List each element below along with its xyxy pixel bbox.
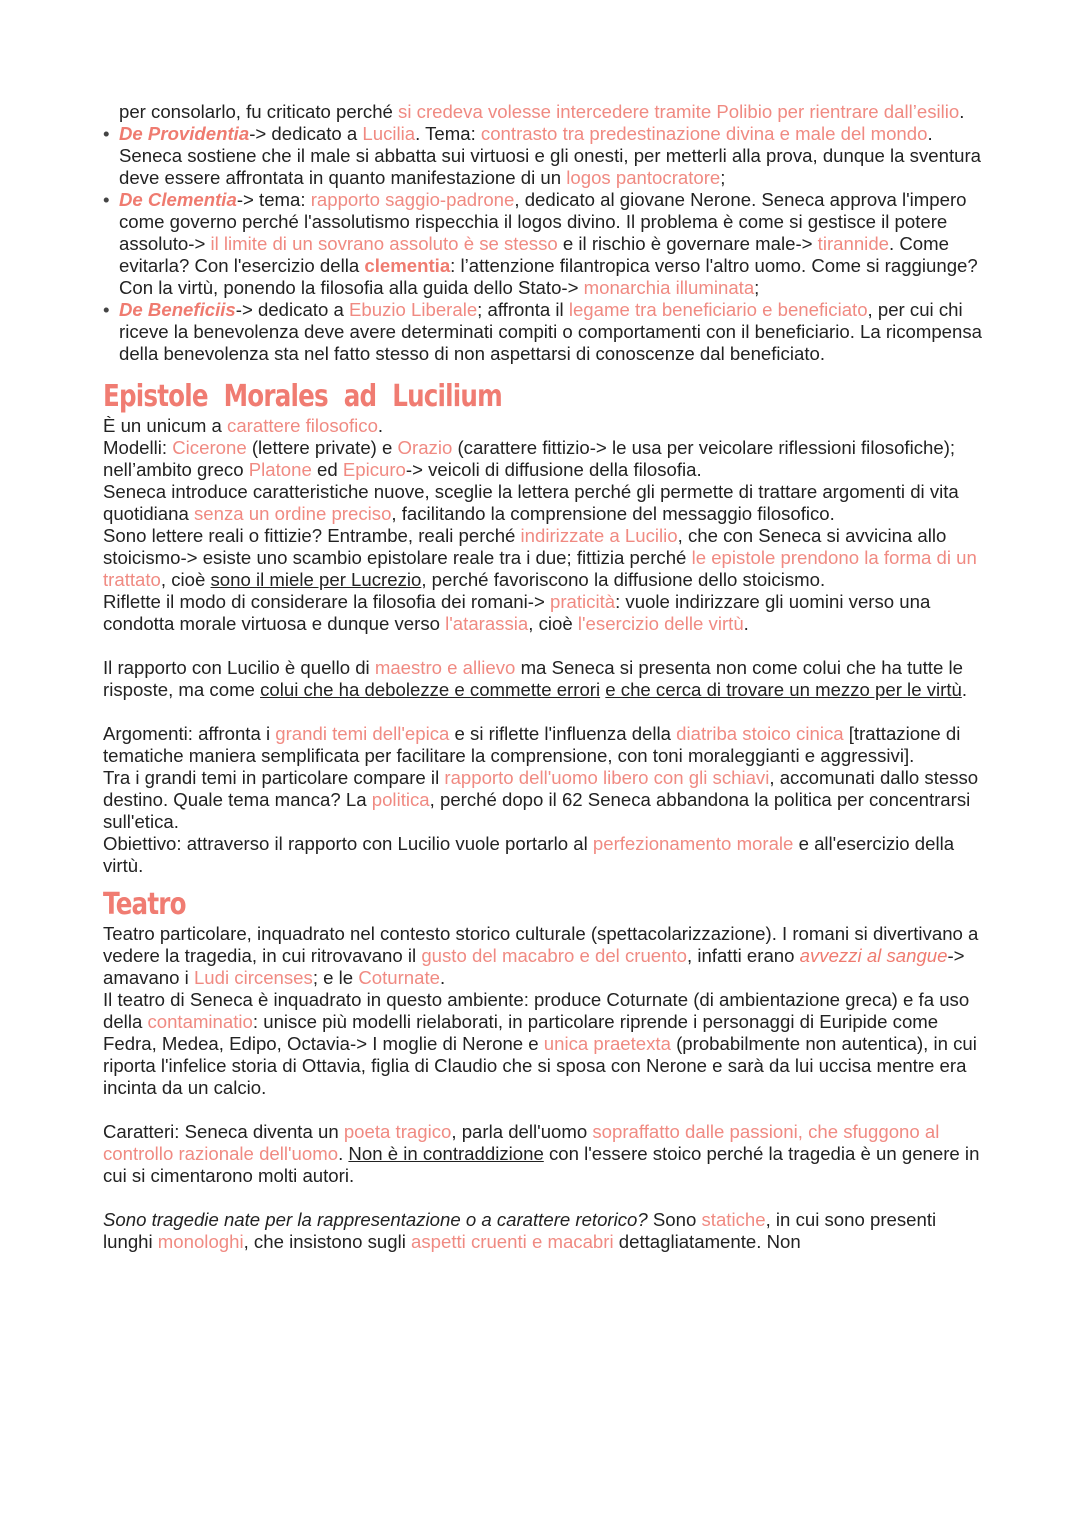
epistole-paragraph: Modelli: Cicerone (lettere private) e Orazio (carattere fittizio-> le usa per veicolare riflessioni filosofiche); nell’ambito greco Platone ed Epicuro-> veicoli di diffusione della filosofia.: [103, 437, 956, 480]
epistole-paragraph: È un unicum a carattere filosofico.: [103, 415, 384, 436]
epistole-paragraph: Tra i grandi temi in particolare compare il rapporto dell'uomo libero con gli schiavi, accomunati dallo stesso destino. Quale tema manca? La politica, perché dopo il 62 Seneca abbandona la politica per concentrarsi sull'etica.: [103, 767, 979, 832]
list-item-de-providentia: • De Providentia-> dedicato a Lucilia. Tema: contrasto tra predestinazione divina e male del mondo. Seneca sostiene che il male si abbatta sui virtuosi e gli onesti, per metterli alla prova, dunque la sventura deve essere affrontata in quanto manifestazione di un logos pantocratore;: [119, 123, 983, 189]
teatro-paragraph: Caratteri: Seneca diventa un poeta tragico, parla dell'uomo sopraffatto dalle passioni, che sfuggono al controllo razionale dell'uomo. Non è in contraddizione con l'essere stoico perché la tragedia è un genere in cui si cimentarono molti autori.: [103, 1121, 980, 1186]
epistole-paragraph: Il rapporto con Lucilio è quello di maestro e allievo ma Seneca si presenta non come colui che ha tutte le risposte, ma come colui che ha debolezze e commette errori e che cerca di trovare un mezzo per le virtù.: [103, 657, 967, 700]
teatro-paragraph: Il teatro di Seneca è inquadrato in questo ambiente: produce Coturnate (di ambientazione greca) e fa uso della contaminatio: unisce più modelli rielaborati, in particolare riprende i personaggi di Euripide come Fedra, Medea, Edipo, Octavia-> I moglie di Nerone e unica praetexta (probabilmente non autentica), in cui riporta l'infelice storia di Ottavia, figlia di Claudio che si sposa con Nerone e sarà da lui uccisa mentre era incinta da un calcio.: [103, 989, 977, 1098]
teatro-paragraph: Sono tragedie nate per la rappresentazione o a carattere retorico? Sono statiche, in cui sono presenti lunghi monologhi, che insistono sugli aspetti cruenti e macabri dettagliatamente. Non: [103, 1209, 937, 1252]
continued-paragraph: per consolarlo, fu criticato perché si credeva volesse intercedere tramite Polibio per rientrare dall’esilio.: [119, 101, 965, 122]
list-item-de-beneficiis: • De Beneficiis-> dedicato a Ebuzio Liberale; affronta il legame tra beneficiario e beneficiato, per cui chi riceve la benevolenza deve avere determinati compiti o comportamenti con il beneficiario. La ricompensa della benevolenza sta nel fatto stesso di non aspettarsi di conoscenze dal beneficiato.: [119, 299, 983, 365]
list-item-de-clementia: • De Clementia-> tema: rapporto saggio-padrone, dedicato al giovane Nerone. Seneca approva l'impero come governo perché l'assolutismo rispecchia il logos divino. Il problema è come si gestisce il potere assoluto-> il limite di un sovrano assoluto è se stesso e il rischio è governare male-> tirannide. Come evitarla? Con l'esercizio della clementia: l’attenzione filantropica verso l'altro uomo. Come si raggiunge? Con la virtù, ponendo la filosofia alla guida dello Stato-> monarchia illuminata;: [119, 189, 983, 299]
epistole-paragraph: Obiettivo: attraverso il rapporto con Lucilio vuole portarlo al perfezionamento morale e all'esercizio della virtù.: [103, 833, 955, 876]
epistole-paragraph: Sono lettere reali o fittizie? Entrambe, reali perché indirizzate a Lucilio, che con Seneca si avvicina allo stoicismo-> esiste uno scambio epistolare reale tra i due; fittizia perché le epistole prendono la forma di un trattato, cioè sono il miele per Lucrezio, perché favoriscono la diffusione dello stoicismo.: [103, 525, 977, 590]
works-list: [103, 123, 983, 365]
section-heading-epistole: Epistole Morales ad Lucilium: [103, 379, 502, 414]
epistole-paragraph: Argomenti: affronta i grandi temi dell'epica e si riflette l'influenza della diatriba stoico cinica [trattazione di tematiche maniera semplificata per facilitare la comprensione, con toni moraleggianti e aggressivi].: [103, 723, 961, 766]
teatro-paragraph: Teatro particolare, inquadrato nel contesto storico culturale (spettacolarizzazione). I romani si divertivano a vedere la tragedia, in cui ritrovavano il gusto del macabro e del cruento, infatti erano avvezzi al sangue-> amavano i Ludi circenses; e le Coturnate.: [103, 923, 979, 988]
document-page: [103, 101, 983, 1253]
epistole-paragraph: Seneca introduce caratteristiche nuove, sceglie la lettera perché gli permette di trattare argomenti di vita quotidiana senza un ordine preciso, facilitando la comprensione del messaggio filosofico.: [103, 481, 959, 524]
epistole-paragraph: Riflette il modo di considerare la filosofia dei romani-> praticità: vuole indirizzare gli uomini verso una condotta morale virtuosa e dunque verso l'atarassia, cioè l'esercizio delle virtù.: [103, 591, 931, 634]
section-heading-teatro: Teatro: [103, 887, 186, 922]
